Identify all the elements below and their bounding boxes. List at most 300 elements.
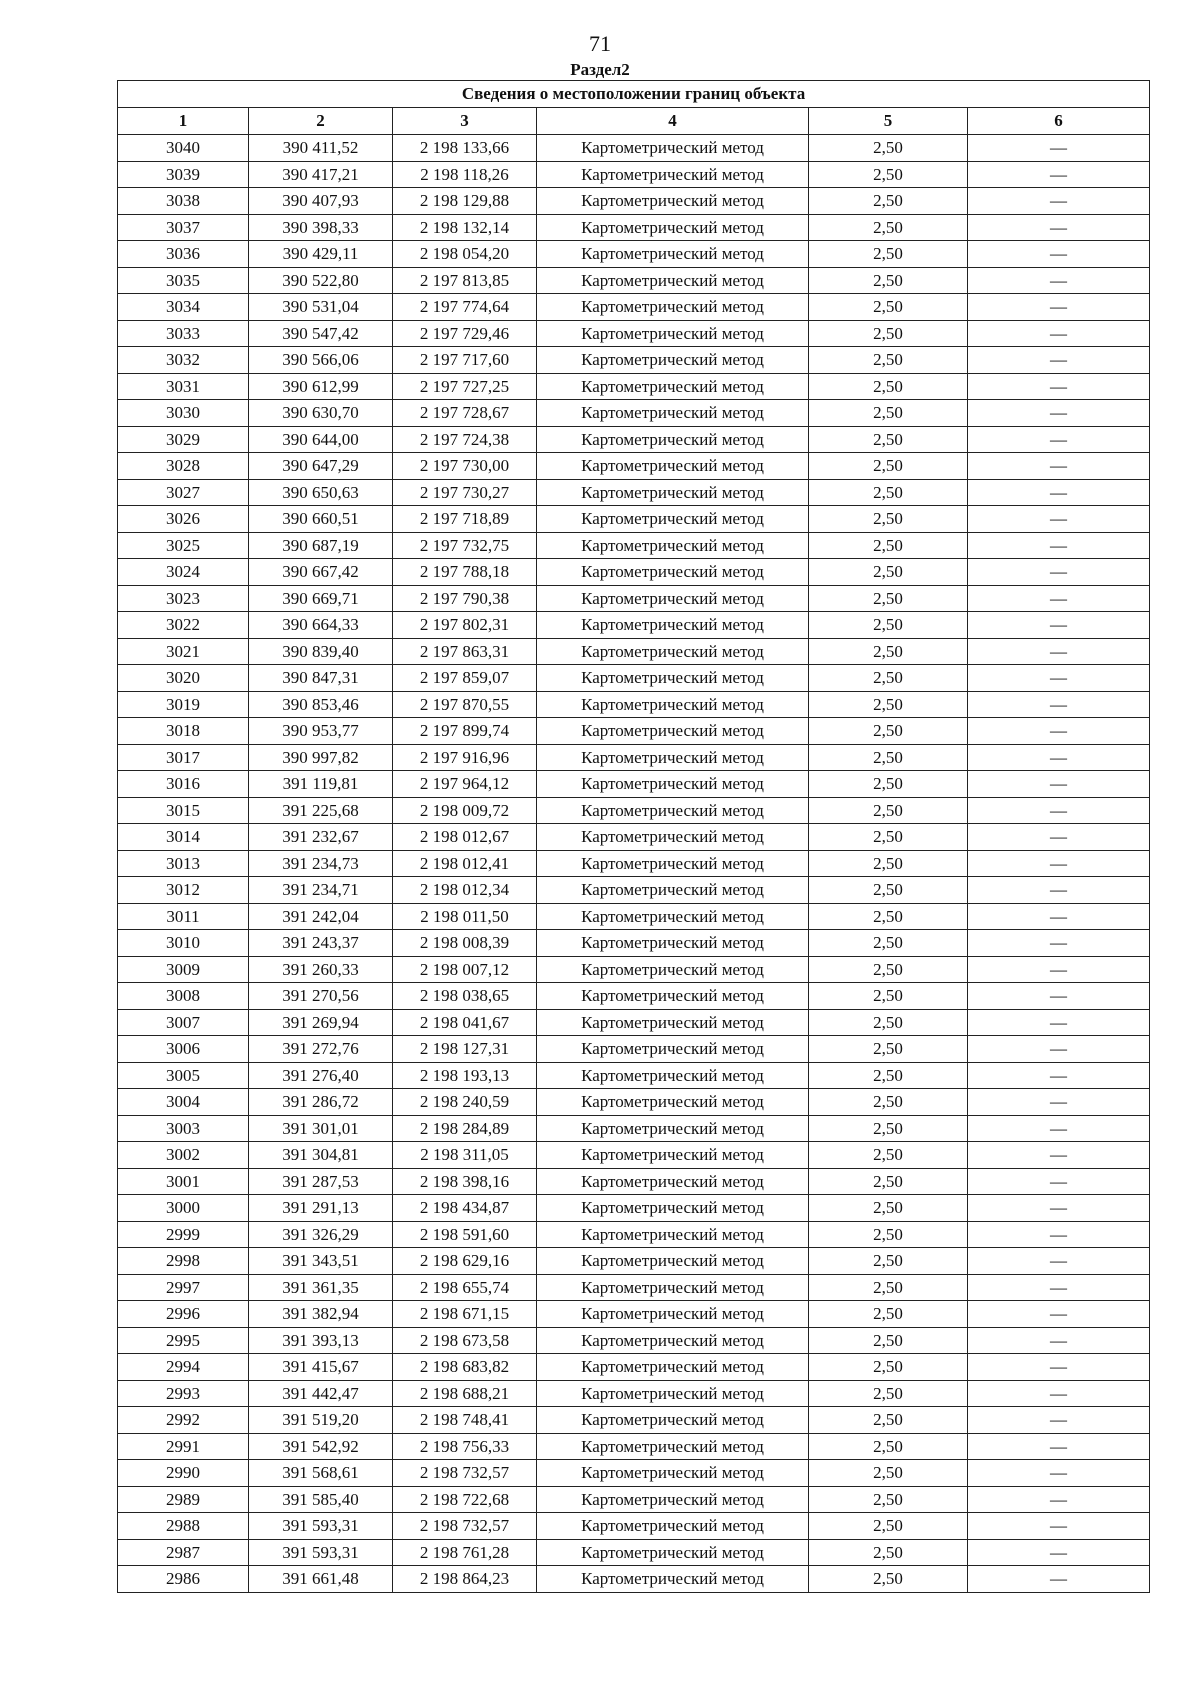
description-cell: — xyxy=(968,188,1150,215)
table-row xyxy=(118,1168,1150,1195)
accuracy-cell: 2,50 xyxy=(809,1089,968,1116)
accuracy-cell: 2,50 xyxy=(809,744,968,771)
point-number-cell: 2990 xyxy=(118,1460,249,1487)
point-number-cell: 3017 xyxy=(118,744,249,771)
x-coordinate-cell: 391 382,94 xyxy=(249,1301,393,1328)
method-cell: Картометрический метод xyxy=(537,479,809,506)
accuracy-cell: 2,50 xyxy=(809,426,968,453)
description-cell: — xyxy=(968,320,1150,347)
table-row xyxy=(118,1115,1150,1142)
y-coordinate-cell: 2 197 774,64 xyxy=(393,294,537,321)
method-cell: Картометрический метод xyxy=(537,585,809,612)
accuracy-cell: 2,50 xyxy=(809,1327,968,1354)
y-coordinate-cell: 2 198 629,16 xyxy=(393,1248,537,1275)
method-cell: Картометрический метод xyxy=(537,638,809,665)
accuracy-cell: 2,50 xyxy=(809,1248,968,1275)
accuracy-cell: 2,50 xyxy=(809,161,968,188)
x-coordinate-cell: 390 839,40 xyxy=(249,638,393,665)
method-cell: Картометрический метод xyxy=(537,877,809,904)
accuracy-cell: 2,50 xyxy=(809,1566,968,1593)
x-coordinate-cell: 390 660,51 xyxy=(249,506,393,533)
x-coordinate-cell: 390 669,71 xyxy=(249,585,393,612)
method-cell: Картометрический метод xyxy=(537,797,809,824)
description-cell: — xyxy=(968,347,1150,374)
table-row xyxy=(118,1327,1150,1354)
point-number-cell: 3034 xyxy=(118,294,249,321)
y-coordinate-cell: 2 198 008,39 xyxy=(393,930,537,957)
point-number-cell: 2988 xyxy=(118,1513,249,1540)
x-coordinate-cell: 391 593,31 xyxy=(249,1539,393,1566)
y-coordinate-cell: 2 197 802,31 xyxy=(393,612,537,639)
y-coordinate-cell: 2 198 655,74 xyxy=(393,1274,537,1301)
method-cell: Картометрический метод xyxy=(537,744,809,771)
x-coordinate-cell: 391 415,67 xyxy=(249,1354,393,1381)
accuracy-cell: 2,50 xyxy=(809,850,968,877)
description-cell: — xyxy=(968,1407,1150,1434)
point-number-cell: 3026 xyxy=(118,506,249,533)
y-coordinate-cell: 2 198 240,59 xyxy=(393,1089,537,1116)
y-coordinate-cell: 2 198 748,41 xyxy=(393,1407,537,1434)
method-cell: Картометрический метод xyxy=(537,241,809,268)
method-cell: Картометрический метод xyxy=(537,771,809,798)
description-cell: — xyxy=(968,267,1150,294)
table-row xyxy=(118,797,1150,824)
x-coordinate-cell: 390 847,31 xyxy=(249,665,393,692)
method-cell: Картометрический метод xyxy=(537,691,809,718)
table-row xyxy=(118,612,1150,639)
description-cell: — xyxy=(968,1248,1150,1275)
table-row xyxy=(118,1195,1150,1222)
method-cell: Картометрический метод xyxy=(537,320,809,347)
x-coordinate-cell: 390 667,42 xyxy=(249,559,393,586)
accuracy-cell: 2,50 xyxy=(809,1062,968,1089)
y-coordinate-cell: 2 198 688,21 xyxy=(393,1380,537,1407)
table-row xyxy=(118,824,1150,851)
table-row xyxy=(118,771,1150,798)
table-row xyxy=(118,373,1150,400)
point-number-cell: 3000 xyxy=(118,1195,249,1222)
method-cell: Картометрический метод xyxy=(537,1195,809,1222)
accuracy-cell: 2,50 xyxy=(809,585,968,612)
description-cell: — xyxy=(968,1486,1150,1513)
method-cell: Картометрический метод xyxy=(537,612,809,639)
accuracy-cell: 2,50 xyxy=(809,983,968,1010)
method-cell: Картометрический метод xyxy=(537,400,809,427)
description-cell: — xyxy=(968,214,1150,241)
table-row xyxy=(118,532,1150,559)
x-coordinate-cell: 391 343,51 xyxy=(249,1248,393,1275)
y-coordinate-cell: 2 197 732,75 xyxy=(393,532,537,559)
y-coordinate-cell: 2 198 722,68 xyxy=(393,1486,537,1513)
accuracy-cell: 2,50 xyxy=(809,1142,968,1169)
x-coordinate-cell: 391 243,37 xyxy=(249,930,393,957)
method-cell: Картометрический метод xyxy=(537,1062,809,1089)
description-cell: — xyxy=(968,665,1150,692)
accuracy-cell: 2,50 xyxy=(809,1221,968,1248)
description-cell: — xyxy=(968,559,1150,586)
point-number-cell: 2998 xyxy=(118,1248,249,1275)
table-row xyxy=(118,1354,1150,1381)
method-cell: Картометрический метод xyxy=(537,1486,809,1513)
x-coordinate-cell: 391 393,13 xyxy=(249,1327,393,1354)
method-cell: Картометрический метод xyxy=(537,1089,809,1116)
accuracy-cell: 2,50 xyxy=(809,1460,968,1487)
table-row xyxy=(118,1009,1150,1036)
description-cell: — xyxy=(968,453,1150,480)
table-row xyxy=(118,1539,1150,1566)
accuracy-cell: 2,50 xyxy=(809,1486,968,1513)
accuracy-cell: 2,50 xyxy=(809,1115,968,1142)
description-cell: — xyxy=(968,1195,1150,1222)
x-coordinate-cell: 391 260,33 xyxy=(249,956,393,983)
x-coordinate-cell: 391 286,72 xyxy=(249,1089,393,1116)
description-cell: — xyxy=(968,1274,1150,1301)
point-number-cell: 3028 xyxy=(118,453,249,480)
table-caption-row xyxy=(118,81,1150,108)
point-number-cell: 3033 xyxy=(118,320,249,347)
method-cell: Картометрический метод xyxy=(537,1380,809,1407)
point-number-cell: 3006 xyxy=(118,1036,249,1063)
y-coordinate-cell: 2 198 007,12 xyxy=(393,956,537,983)
description-cell: — xyxy=(968,1380,1150,1407)
table-row xyxy=(118,1433,1150,1460)
point-number-cell: 3029 xyxy=(118,426,249,453)
table-row xyxy=(118,638,1150,665)
table-row xyxy=(118,930,1150,957)
point-number-cell: 3018 xyxy=(118,718,249,745)
x-coordinate-cell: 390 417,21 xyxy=(249,161,393,188)
point-number-cell: 3011 xyxy=(118,903,249,930)
accuracy-cell: 2,50 xyxy=(809,824,968,851)
x-coordinate-cell: 391 585,40 xyxy=(249,1486,393,1513)
table-row xyxy=(118,1460,1150,1487)
method-cell: Картометрический метод xyxy=(537,956,809,983)
coordinates-table xyxy=(117,80,1150,1593)
x-coordinate-cell: 391 519,20 xyxy=(249,1407,393,1434)
method-cell: Картометрический метод xyxy=(537,214,809,241)
y-coordinate-cell: 2 198 434,87 xyxy=(393,1195,537,1222)
accuracy-cell: 2,50 xyxy=(809,1195,968,1222)
point-number-cell: 3010 xyxy=(118,930,249,957)
point-number-cell: 3012 xyxy=(118,877,249,904)
table-row xyxy=(118,691,1150,718)
accuracy-cell: 2,50 xyxy=(809,1407,968,1434)
accuracy-cell: 2,50 xyxy=(809,188,968,215)
table-row xyxy=(118,294,1150,321)
description-cell: — xyxy=(968,1168,1150,1195)
method-cell: Картометрический метод xyxy=(537,188,809,215)
point-number-cell: 3037 xyxy=(118,214,249,241)
accuracy-cell: 2,50 xyxy=(809,294,968,321)
accuracy-cell: 2,50 xyxy=(809,718,968,745)
y-coordinate-cell: 2 197 727,25 xyxy=(393,373,537,400)
point-number-cell: 3025 xyxy=(118,532,249,559)
method-cell: Картометрический метод xyxy=(537,267,809,294)
description-cell: — xyxy=(968,1142,1150,1169)
description-cell: — xyxy=(968,479,1150,506)
x-coordinate-cell: 390 650,63 xyxy=(249,479,393,506)
description-cell: — xyxy=(968,1539,1150,1566)
point-number-cell: 2997 xyxy=(118,1274,249,1301)
x-coordinate-cell: 391 326,29 xyxy=(249,1221,393,1248)
method-cell: Картометрический метод xyxy=(537,718,809,745)
description-cell: — xyxy=(968,1009,1150,1036)
y-coordinate-cell: 2 197 730,27 xyxy=(393,479,537,506)
accuracy-cell: 2,50 xyxy=(809,373,968,400)
accuracy-cell: 2,50 xyxy=(809,532,968,559)
method-cell: Картометрический метод xyxy=(537,559,809,586)
description-cell: — xyxy=(968,903,1150,930)
point-number-cell: 3013 xyxy=(118,850,249,877)
y-coordinate-cell: 2 198 761,28 xyxy=(393,1539,537,1566)
table-row xyxy=(118,400,1150,427)
y-coordinate-cell: 2 197 790,38 xyxy=(393,585,537,612)
point-number-cell: 2994 xyxy=(118,1354,249,1381)
x-coordinate-cell: 390 612,99 xyxy=(249,373,393,400)
table-row xyxy=(118,320,1150,347)
x-coordinate-cell: 390 630,70 xyxy=(249,400,393,427)
y-coordinate-cell: 2 198 756,33 xyxy=(393,1433,537,1460)
point-number-cell: 3023 xyxy=(118,585,249,612)
description-cell: — xyxy=(968,161,1150,188)
table-row xyxy=(118,1513,1150,1540)
method-cell: Картометрический метод xyxy=(537,1221,809,1248)
x-coordinate-cell: 391 291,13 xyxy=(249,1195,393,1222)
table-row xyxy=(118,585,1150,612)
point-number-cell: 3036 xyxy=(118,241,249,268)
point-number-cell: 3022 xyxy=(118,612,249,639)
y-coordinate-cell: 2 198 129,88 xyxy=(393,188,537,215)
method-cell: Картометрический метод xyxy=(537,983,809,1010)
table-row xyxy=(118,665,1150,692)
point-number-cell: 3030 xyxy=(118,400,249,427)
x-coordinate-cell: 391 661,48 xyxy=(249,1566,393,1593)
method-cell: Картометрический метод xyxy=(537,532,809,559)
method-cell: Картометрический метод xyxy=(537,903,809,930)
column-header: 1 xyxy=(118,108,249,135)
accuracy-cell: 2,50 xyxy=(809,1354,968,1381)
point-number-cell: 3003 xyxy=(118,1115,249,1142)
point-number-cell: 3004 xyxy=(118,1089,249,1116)
method-cell: Картометрический метод xyxy=(537,1274,809,1301)
x-coordinate-cell: 391 270,56 xyxy=(249,983,393,1010)
x-coordinate-cell: 391 542,92 xyxy=(249,1433,393,1460)
method-cell: Картометрический метод xyxy=(537,1036,809,1063)
y-coordinate-cell: 2 197 730,00 xyxy=(393,453,537,480)
x-coordinate-cell: 391 287,53 xyxy=(249,1168,393,1195)
description-cell: — xyxy=(968,638,1150,665)
description-cell: — xyxy=(968,1460,1150,1487)
table-row xyxy=(118,214,1150,241)
accuracy-cell: 2,50 xyxy=(809,1168,968,1195)
section-title: Раздел2 xyxy=(570,60,630,79)
point-number-cell: 3039 xyxy=(118,161,249,188)
x-coordinate-cell: 391 225,68 xyxy=(249,797,393,824)
point-number-cell: 2989 xyxy=(118,1486,249,1513)
table-row xyxy=(118,903,1150,930)
method-cell: Картометрический метод xyxy=(537,347,809,374)
method-cell: Картометрический метод xyxy=(537,665,809,692)
description-cell: — xyxy=(968,850,1150,877)
method-cell: Картометрический метод xyxy=(537,1407,809,1434)
accuracy-cell: 2,50 xyxy=(809,241,968,268)
point-number-cell: 2986 xyxy=(118,1566,249,1593)
table-row xyxy=(118,135,1150,162)
method-cell: Картометрический метод xyxy=(537,373,809,400)
x-coordinate-cell: 391 234,73 xyxy=(249,850,393,877)
y-coordinate-cell: 2 198 732,57 xyxy=(393,1513,537,1540)
table-row xyxy=(118,1566,1150,1593)
y-coordinate-cell: 2 198 041,67 xyxy=(393,1009,537,1036)
y-coordinate-cell: 2 198 133,66 xyxy=(393,135,537,162)
x-coordinate-cell: 391 304,81 xyxy=(249,1142,393,1169)
description-cell: — xyxy=(968,744,1150,771)
y-coordinate-cell: 2 198 127,31 xyxy=(393,1036,537,1063)
method-cell: Картометрический метод xyxy=(537,294,809,321)
y-coordinate-cell: 2 198 732,57 xyxy=(393,1460,537,1487)
x-coordinate-cell: 390 547,42 xyxy=(249,320,393,347)
accuracy-cell: 2,50 xyxy=(809,665,968,692)
accuracy-cell: 2,50 xyxy=(809,691,968,718)
column-header: 6 xyxy=(968,108,1150,135)
method-cell: Картометрический метод xyxy=(537,1168,809,1195)
x-coordinate-cell: 390 997,82 xyxy=(249,744,393,771)
description-cell: — xyxy=(968,771,1150,798)
x-coordinate-cell: 390 407,93 xyxy=(249,188,393,215)
accuracy-cell: 2,50 xyxy=(809,1380,968,1407)
description-cell: — xyxy=(968,532,1150,559)
page-number: 71 xyxy=(589,31,611,56)
table-row xyxy=(118,453,1150,480)
table-row xyxy=(118,1221,1150,1248)
description-cell: — xyxy=(968,1327,1150,1354)
table-row xyxy=(118,426,1150,453)
table-row xyxy=(118,1142,1150,1169)
description-cell: — xyxy=(968,1513,1150,1540)
point-number-cell: 2992 xyxy=(118,1407,249,1434)
table-row xyxy=(118,1407,1150,1434)
point-number-cell: 2995 xyxy=(118,1327,249,1354)
description-cell: — xyxy=(968,824,1150,851)
y-coordinate-cell: 2 198 012,34 xyxy=(393,877,537,904)
point-number-cell: 2999 xyxy=(118,1221,249,1248)
description-cell: — xyxy=(968,983,1150,1010)
table-row xyxy=(118,559,1150,586)
y-coordinate-cell: 2 197 717,60 xyxy=(393,347,537,374)
accuracy-cell: 2,50 xyxy=(809,135,968,162)
x-coordinate-cell: 390 531,04 xyxy=(249,294,393,321)
accuracy-cell: 2,50 xyxy=(809,453,968,480)
table-row xyxy=(118,744,1150,771)
x-coordinate-cell: 391 568,61 xyxy=(249,1460,393,1487)
method-cell: Картометрический метод xyxy=(537,135,809,162)
x-coordinate-cell: 390 647,29 xyxy=(249,453,393,480)
y-coordinate-cell: 2 197 728,67 xyxy=(393,400,537,427)
x-coordinate-cell: 391 301,01 xyxy=(249,1115,393,1142)
accuracy-cell: 2,50 xyxy=(809,1433,968,1460)
description-cell: — xyxy=(968,956,1150,983)
point-number-cell: 3015 xyxy=(118,797,249,824)
point-number-cell: 3002 xyxy=(118,1142,249,1169)
description-cell: — xyxy=(968,1115,1150,1142)
table-row xyxy=(118,956,1150,983)
y-coordinate-cell: 2 197 916,96 xyxy=(393,744,537,771)
accuracy-cell: 2,50 xyxy=(809,214,968,241)
table-row xyxy=(118,1036,1150,1063)
point-number-cell: 3038 xyxy=(118,188,249,215)
y-coordinate-cell: 2 198 132,14 xyxy=(393,214,537,241)
table-row xyxy=(118,983,1150,1010)
accuracy-cell: 2,50 xyxy=(809,1539,968,1566)
method-cell: Картометрический метод xyxy=(537,1301,809,1328)
method-cell: Картометрический метод xyxy=(537,161,809,188)
point-number-cell: 3032 xyxy=(118,347,249,374)
x-coordinate-cell: 390 664,33 xyxy=(249,612,393,639)
point-number-cell: 3009 xyxy=(118,956,249,983)
accuracy-cell: 2,50 xyxy=(809,479,968,506)
y-coordinate-cell: 2 197 859,07 xyxy=(393,665,537,692)
point-number-cell: 3001 xyxy=(118,1168,249,1195)
description-cell: — xyxy=(968,294,1150,321)
description-cell: — xyxy=(968,797,1150,824)
description-cell: — xyxy=(968,1433,1150,1460)
y-coordinate-cell: 2 197 863,31 xyxy=(393,638,537,665)
table-row xyxy=(118,718,1150,745)
y-coordinate-cell: 2 198 311,05 xyxy=(393,1142,537,1169)
point-number-cell: 3019 xyxy=(118,691,249,718)
point-number-cell: 3031 xyxy=(118,373,249,400)
description-cell: — xyxy=(968,1089,1150,1116)
description-cell: — xyxy=(968,241,1150,268)
y-coordinate-cell: 2 198 683,82 xyxy=(393,1354,537,1381)
x-coordinate-cell: 390 853,46 xyxy=(249,691,393,718)
table-row xyxy=(118,161,1150,188)
y-coordinate-cell: 2 198 591,60 xyxy=(393,1221,537,1248)
table-row xyxy=(118,1486,1150,1513)
accuracy-cell: 2,50 xyxy=(809,559,968,586)
point-number-cell: 2991 xyxy=(118,1433,249,1460)
description-cell: — xyxy=(968,506,1150,533)
x-coordinate-cell: 391 593,31 xyxy=(249,1513,393,1540)
accuracy-cell: 2,50 xyxy=(809,956,968,983)
table-row xyxy=(118,479,1150,506)
y-coordinate-cell: 2 197 964,12 xyxy=(393,771,537,798)
table-row xyxy=(118,1248,1150,1275)
y-coordinate-cell: 2 198 284,89 xyxy=(393,1115,537,1142)
point-number-cell: 3005 xyxy=(118,1062,249,1089)
method-cell: Картометрический метод xyxy=(537,1566,809,1593)
x-coordinate-cell: 390 953,77 xyxy=(249,718,393,745)
description-cell: — xyxy=(968,135,1150,162)
x-coordinate-cell: 390 411,52 xyxy=(249,135,393,162)
y-coordinate-cell: 2 197 788,18 xyxy=(393,559,537,586)
accuracy-cell: 2,50 xyxy=(809,320,968,347)
accuracy-cell: 2,50 xyxy=(809,638,968,665)
y-coordinate-cell: 2 198 038,65 xyxy=(393,983,537,1010)
point-number-cell: 3014 xyxy=(118,824,249,851)
accuracy-cell: 2,50 xyxy=(809,877,968,904)
method-cell: Картометрический метод xyxy=(537,1327,809,1354)
method-cell: Картометрический метод xyxy=(537,1009,809,1036)
x-coordinate-cell: 391 442,47 xyxy=(249,1380,393,1407)
description-cell: — xyxy=(968,1062,1150,1089)
accuracy-cell: 2,50 xyxy=(809,506,968,533)
x-coordinate-cell: 390 429,11 xyxy=(249,241,393,268)
method-cell: Картометрический метод xyxy=(537,1513,809,1540)
point-number-cell: 3021 xyxy=(118,638,249,665)
method-cell: Картометрический метод xyxy=(537,850,809,877)
accuracy-cell: 2,50 xyxy=(809,347,968,374)
